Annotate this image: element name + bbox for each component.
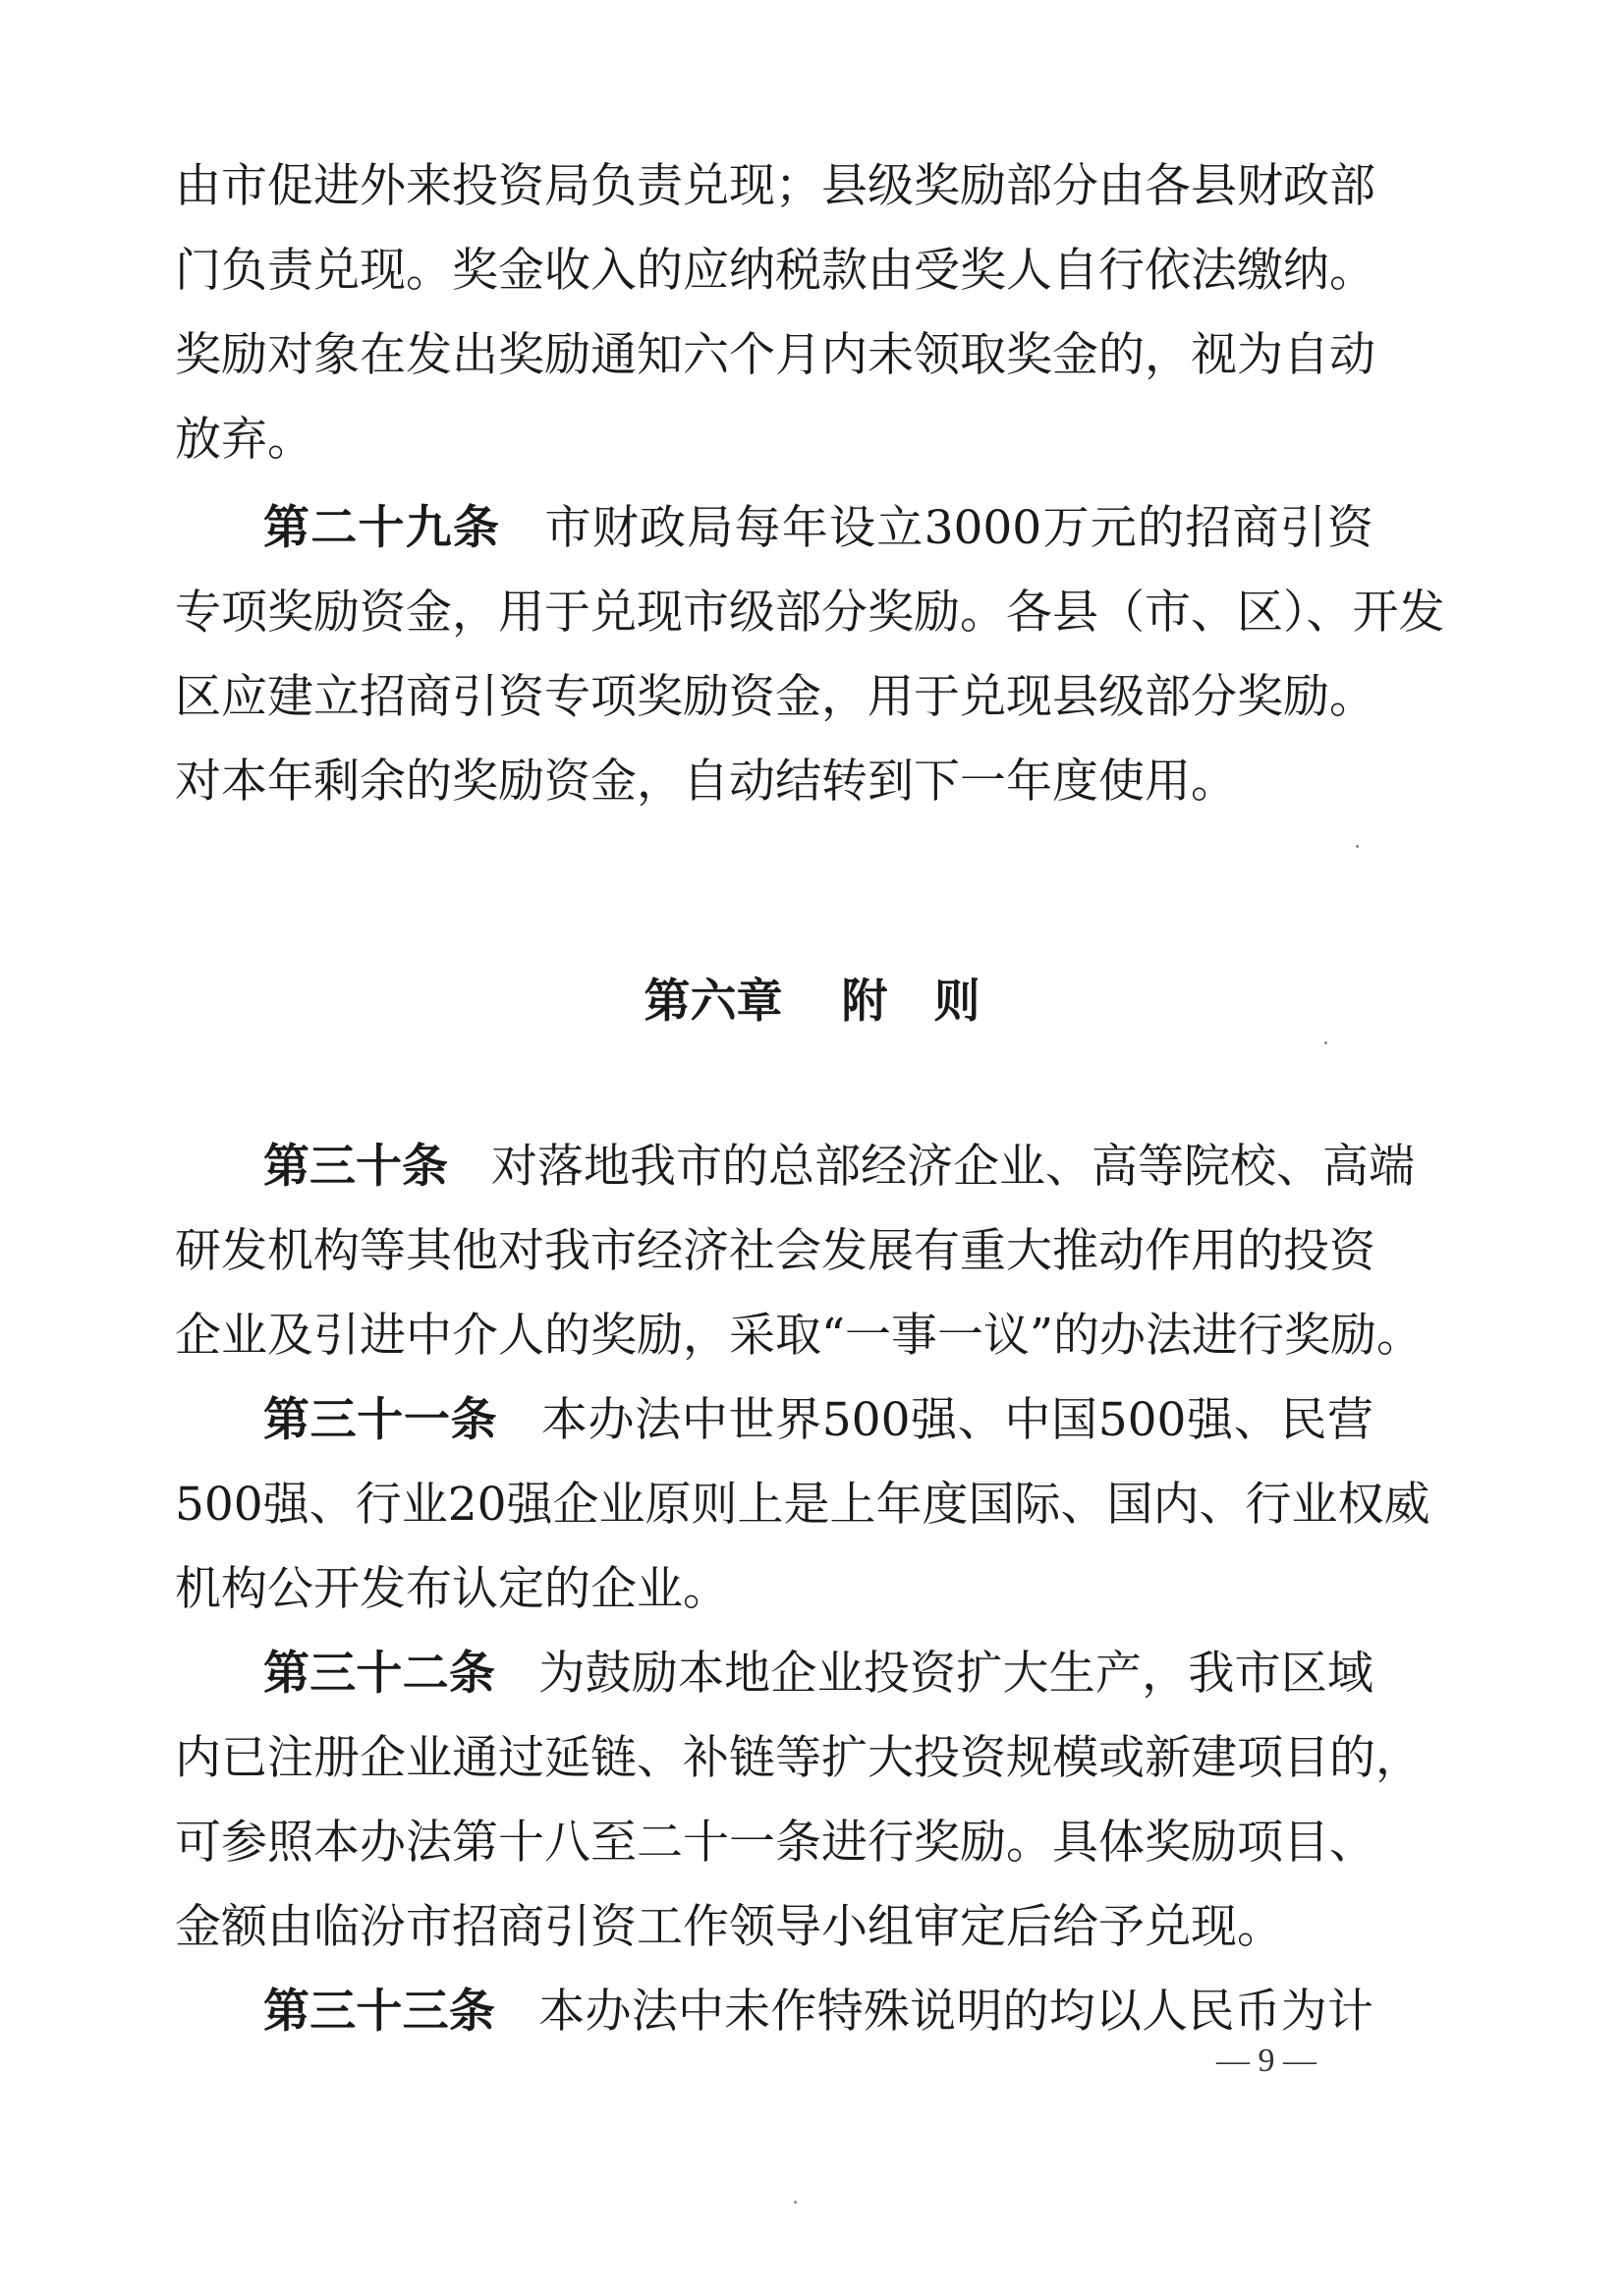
- chapter-heading: [0, 973, 1624, 1032]
- article-31-first-line: [263, 1391, 1373, 1450]
- article-text: 市财政局每年设立3000万元的招商引资: [543, 501, 1373, 555]
- text-line: 区应建立招商引资专项奖励资金，用于兑现县级部分奖励。: [175, 670, 1375, 724]
- text-line: 企业及引进中介人的奖励，采取“一事一议”的办法进行奖励。: [175, 1309, 1424, 1363]
- chapter-number: 第六章: [644, 975, 783, 1029]
- page-number: — 9 —: [1216, 2043, 1316, 2079]
- text-line: 放弃。: [175, 413, 313, 467]
- article-text: 为鼓励本地企业投资扩大生产，我市区域: [538, 1647, 1374, 1701]
- article-heading: 第三十条: [263, 1140, 448, 1194]
- text-line: 500强、行业20强企业原则上是上年度国际、国内、行业权威: [175, 1478, 1430, 1532]
- text-line: 对本年剩余的奖励资金，自动结转到下一年度使用。: [175, 755, 1237, 809]
- text-line: 内已注册企业通过延链、补链等扩大投资规模或新建项目的，: [175, 1731, 1422, 1785]
- text-line: 研发机构等其他对我市经济社会发展有重大推动作用的投资: [175, 1224, 1375, 1278]
- article-heading: 第三十三条: [263, 1985, 496, 2039]
- article-30-first-line: [263, 1138, 1415, 1197]
- article-heading: 第三十二条: [263, 1647, 496, 1701]
- text-line: 门负责兑现。奖金收入的应纳税款由受奖人自行依法缴纳。: [175, 244, 1375, 298]
- chapter-title: 附 则: [841, 975, 980, 1029]
- article-heading: 第三十一条: [263, 1393, 498, 1447]
- article-heading: 第二十九条: [263, 501, 501, 555]
- scan-speck: [1356, 845, 1359, 848]
- article-text: 对落地我市的总部经济企业、高等院校、高端: [491, 1140, 1415, 1194]
- article-text: 本办法中世界500强、中国500强、民营: [540, 1393, 1373, 1447]
- article-33-first-line: [263, 1983, 1373, 2042]
- article-32-first-line: [263, 1645, 1373, 1704]
- text-line: 机构公开发布认定的企业。: [175, 1562, 729, 1616]
- scan-speck: [794, 2201, 797, 2204]
- text-line: 奖励对象在发出奖励通知六个月内未领取奖金的，视为自动: [175, 328, 1375, 382]
- scan-speck: [1324, 1041, 1327, 1044]
- article-29-first-line: [263, 499, 1373, 558]
- text-line: 金额由临汾市招商引资工作领导小组审定后给予兑现。: [175, 1900, 1283, 1954]
- text-line: 专项奖励资金，用于兑现市级部分奖励。各县（市、区）、开发: [175, 586, 1445, 640]
- article-text: 本办法中未作特殊说明的均以人民币为计: [538, 1985, 1374, 2039]
- text-line: 可参照本办法第十八至二十一条进行奖励。具体奖励项目、: [175, 1816, 1375, 1870]
- text-line: 由市促进外来投资局负责兑现；县级奖励部分由各县财政部: [175, 159, 1375, 213]
